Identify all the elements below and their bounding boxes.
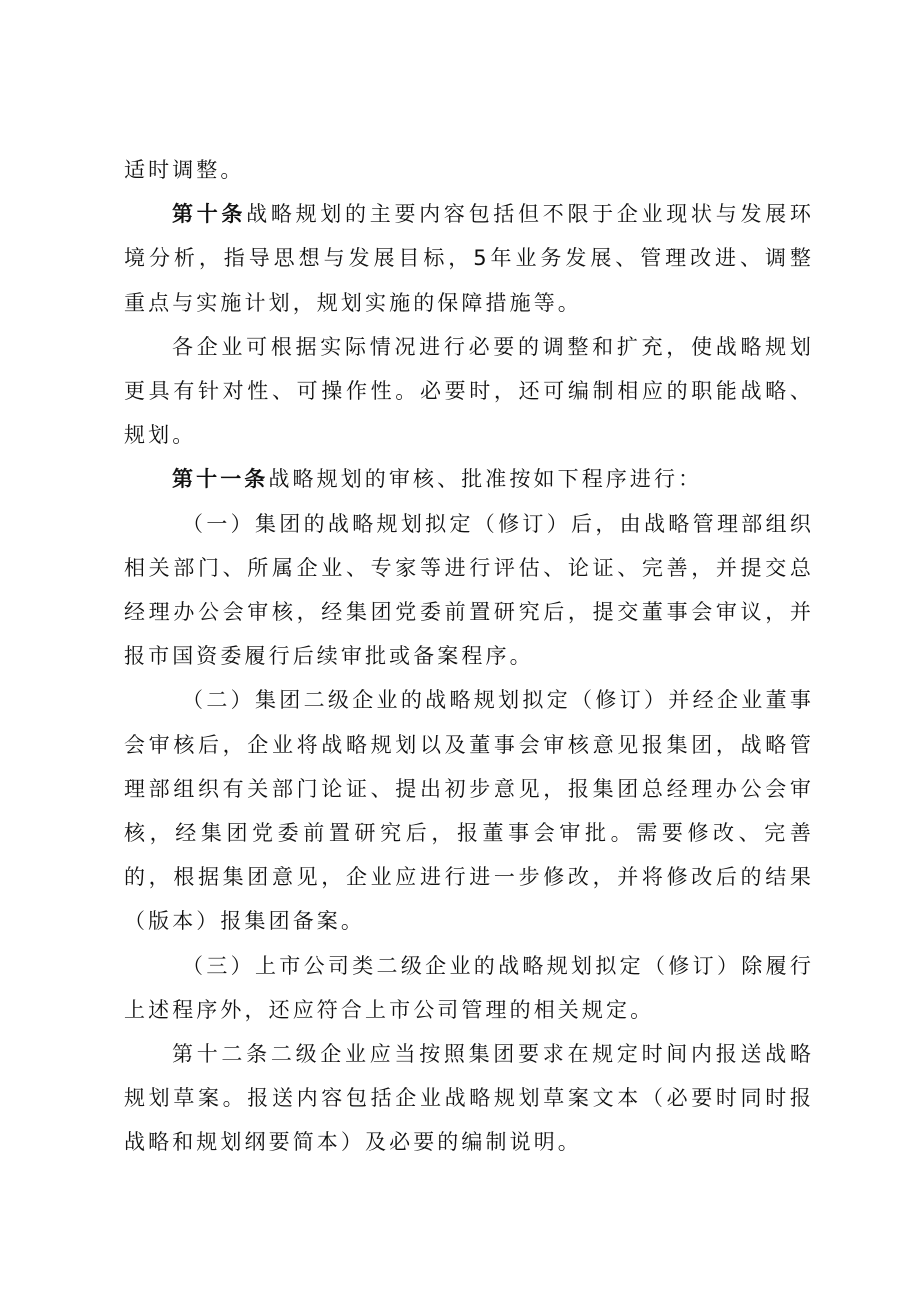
paragraph-text: 第十二条二级企业应当按照集团要求在规定时间内报送战略规划草案。报送内容包括企业战略规划草案文本（必要时同时报战略和规划纲要简本）及必要的编制说明。 (124, 1042, 814, 1155)
paragraph-text: （二）集团二级企业的战略规划拟定（修订）并经企业董事会审核后，企业将战略规划以及董事会审核意见报集团，战略管理部组织有关部门论证、提出初步意见，报集团总经理办公会审核，经集团党委前置研究后，报董事会审批。需要修改、完善的，根据集团意见，企业应进行进一步修改，并将修改后的结果（版本）报集团备案。 (124, 688, 814, 934)
procedure-item-3 (124, 944, 814, 1032)
paragraph-text: 各企业可根据实际情况进行必要的调整和扩充，使战略规划更具有针对性、可操作性。必要时，还可编制相应的职能战略、规划。 (124, 334, 814, 448)
article-heading: 第十条 (172, 202, 247, 227)
paragraph-text: （一）集团的战略规划拟定（修订）后，由战略管理部组织相关部门、所属企业、专家等进行评估、论证、完善，并提交总经理办公会审核，经集团党委前置研究后，提交董事会审议，并报市国资委履行后续审批或备案程序。 (124, 511, 814, 669)
article-10-supplement-paragraph (124, 325, 814, 458)
procedure-item-2 (124, 678, 814, 943)
paragraph-text: （三）上市公司类二级企业的战略规划拟定（修订）除履行上述程序外，还应符合上市公司管理的相关规定。 (124, 953, 814, 1022)
document-page (124, 148, 814, 1165)
article-10-paragraph (124, 192, 814, 325)
paragraph-continuation (124, 148, 814, 192)
article-11-paragraph (124, 457, 814, 501)
paragraph-text: 适时调整。 (124, 158, 245, 182)
paragraph-text: 战略规划的审核、批准按如下程序进行： (268, 467, 703, 492)
article-12-paragraph (124, 1032, 814, 1165)
article-heading: 第十一条 (172, 467, 269, 492)
paragraph-text: 战略规划的主要内容包括但不限于企业现状与发展环境分析，指导思想与发展目标，5年业务发展、管理改进、调整重点与实施计划，规划实施的保障措施等。 (124, 202, 814, 315)
procedure-item-1 (124, 502, 814, 679)
